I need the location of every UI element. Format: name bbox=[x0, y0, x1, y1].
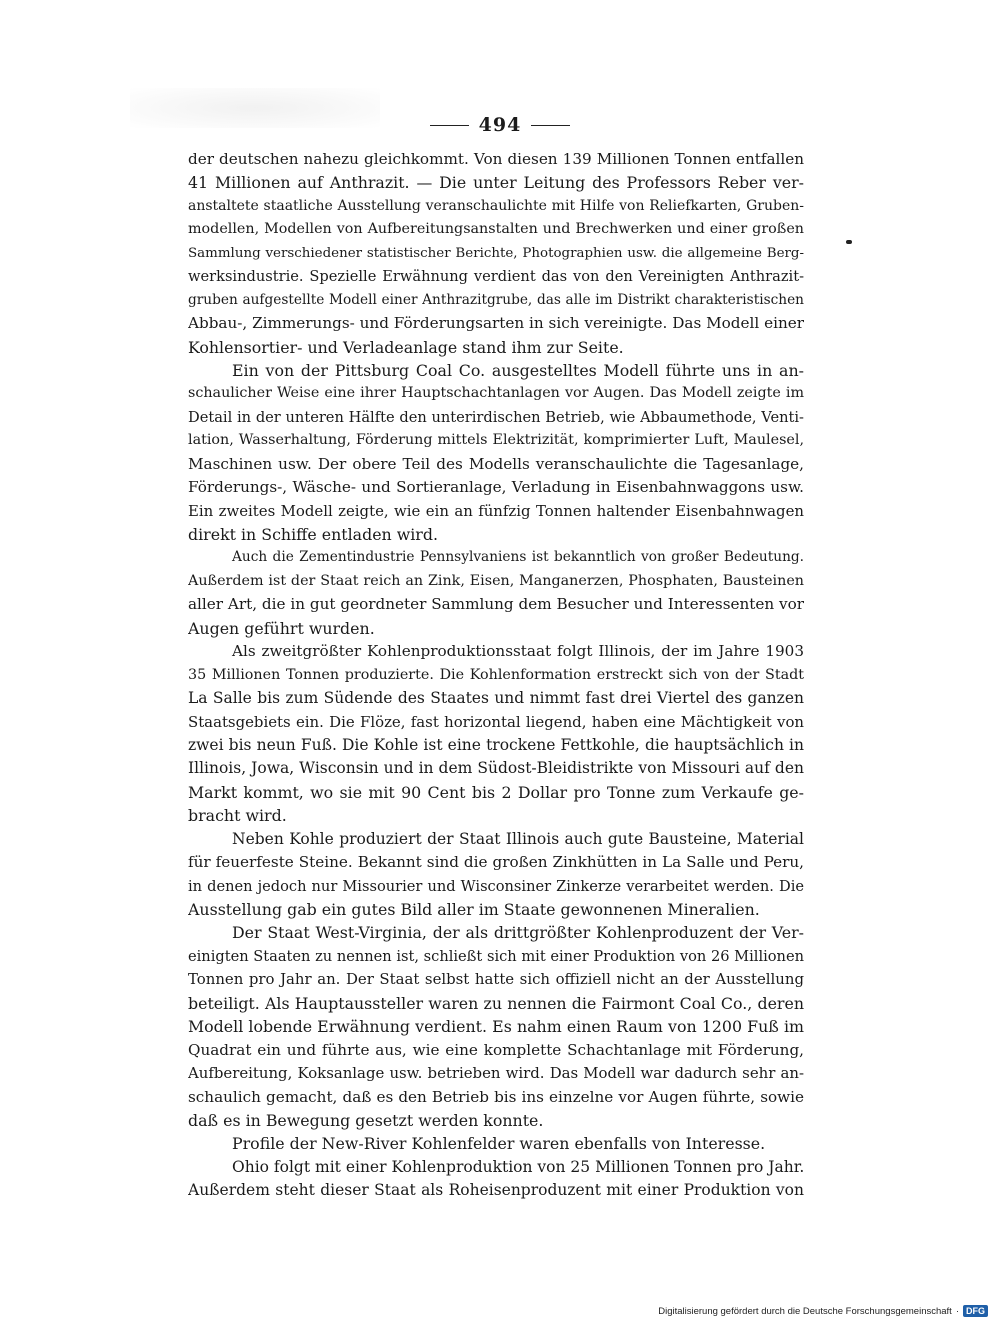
text-line: einigten Staaten zu nennen ist, schließt sich mit einer Produktion von 26 Millionen bbox=[188, 947, 804, 965]
text-line: modellen, Modellen von Aufbereitungsanstalten und Brechwerken und einer großen bbox=[188, 221, 804, 238]
text-line: Neben Kohle produziert der Staat Illinois auch gute Bausteine, Material bbox=[232, 829, 804, 848]
text-line: Auch die Zementindustrie Pennsylvaniens ist bekanntlich von großer Bedeutung. bbox=[232, 549, 804, 566]
text-line: Als zweitgrößter Kohlenproduktionsstaat folgt Illinois, der im Jahre 1903 bbox=[232, 642, 804, 661]
text-line: aller Art, die in gut geordneter Sammlung dem Besucher und Interessenten vor bbox=[188, 595, 804, 614]
text-line: bracht wird. bbox=[188, 806, 287, 826]
right-dash bbox=[531, 125, 570, 126]
text-line: Aufbereitung, Koksanlage usw. betrieben wird. Das Modell war dadurch sehr an- bbox=[188, 1064, 804, 1083]
text-line: Augen geführt wurden. bbox=[188, 618, 375, 638]
text-line: Profile der New-River Kohlenfelder waren ebenfalls von Interesse. bbox=[232, 1134, 766, 1154]
text-line: lation, Wasserhaltung, Förderung mittels Elektrizität, komprimierter Luft, Maulesel, bbox=[188, 432, 804, 449]
text-line: anstaltete staatliche Ausstellung veranschaulichte mit Hilfe von Reliefkarten, Gruben- bbox=[188, 197, 804, 214]
page-number: 494 bbox=[478, 114, 522, 136]
text-line: Illinois, Jowa, Wisconsin und in dem Südost-Bleidistrikte von Missouri auf den bbox=[188, 759, 804, 778]
text-line: daß es in Bewegung gesetzt werden konnte. bbox=[188, 1110, 544, 1130]
text-line: 41 Millionen auf Anthrazit. — Die unter Leitung des Professors Reber ver- bbox=[188, 173, 804, 193]
text-line: schaulich gemacht, daß es den Betrieb bis ins einzelne vor Augen führte, sowie bbox=[188, 1087, 804, 1106]
text-line: schaulicher Weise eine ihrer Hauptschachtanlagen vor Augen. Das Modell zeigte im bbox=[188, 385, 804, 402]
footer: Digitalisierung gefördert durch die Deutsche Forschungsgemeinschaft · DFG bbox=[658, 1305, 988, 1317]
text-line: Staatsgebiets ein. Die Flöze, fast horizontal liegend, haben eine Mächtigkeit von bbox=[188, 712, 804, 731]
text-line: Außerdem steht dieser Staat als Roheisenproduzent mit einer Produktion von bbox=[188, 1181, 804, 1200]
text-line: Ausstellung gab ein gutes Bild aller im Staate gewonnenen Mineralien. bbox=[188, 900, 760, 919]
scan-mark bbox=[846, 240, 852, 244]
text-line: zwei bis neun Fuß. Die Kohle ist eine trockene Fettkohle, die hauptsächlich in bbox=[188, 735, 804, 754]
text-line: 35 Millionen Tonnen produzierte. Die Kohlenformation erstreckt sich von der Stadt bbox=[188, 666, 804, 683]
page-header bbox=[420, 110, 580, 140]
text-line: beteiligt. Als Hauptaussteller waren zu nennen die Fairmont Coal Co., deren bbox=[188, 993, 804, 1013]
text-line: Außerdem ist der Staat reich an Zink, Eisen, Manganerzen, Phosphaten, Bausteinen bbox=[188, 572, 804, 589]
text-line: Sammlung verschiedener statistischer Berichte, Photographien usw. die allgemeine Berg- bbox=[188, 245, 804, 261]
text-line: Förderungs-, Wäsche- und Sortieranlage, Verladung in Eisenbahnwaggons usw. bbox=[188, 478, 804, 497]
text-line: für feuerfeste Steine. Bekannt sind die großen Zinkhütten in La Salle und Peru, bbox=[188, 853, 804, 872]
text-line: direkt in Schiffe entladen wird. bbox=[188, 525, 438, 544]
text-line: Kohlensortier- und Verladeanlage stand ihm zur Seite. bbox=[188, 337, 624, 357]
text-line: Maschinen usw. Der obere Teil des Modells veranschaulichte die Tagesanlage, bbox=[188, 454, 804, 473]
text-line: Ohio folgt mit einer Kohlenproduktion von 25 Millionen Tonnen pro Jahr. bbox=[232, 1157, 804, 1176]
text-line: werksindustrie. Spezielle Erwähnung verdient das von den Vereinigten Anthrazit- bbox=[188, 268, 804, 286]
body-text bbox=[188, 148, 804, 1203]
text-line: Quadrat ein und führte aus, wie eine komplette Schachtanlage mit Förderung, bbox=[188, 1040, 804, 1059]
text-line: Der Staat West-Virginia, der als drittgrößter Kohlenproduzent der Ver- bbox=[232, 923, 804, 943]
text-line: Markt kommt, wo sie mit 90 Cent bis 2 Dollar pro Tonne zum Verkaufe ge- bbox=[188, 782, 804, 802]
text-line: Ein von der Pittsburg Coal Co. ausgestelltes Modell führte uns in an- bbox=[232, 360, 804, 380]
dfg-logo: DFG bbox=[963, 1305, 988, 1317]
text-line: La Salle bis zum Südende des Staates und nimmt fast drei Viertel des ganzen bbox=[188, 689, 804, 708]
text-line: gruben aufgestellte Modell einer Anthrazitgrube, das alle im Distrikt charakteristischen bbox=[188, 291, 804, 308]
left-dash bbox=[430, 125, 469, 126]
text-line: Ein zweites Modell zeigte, wie ein an fünfzig Tonnen haltender Eisenbahnwagen bbox=[188, 501, 804, 520]
text-line: Tonnen pro Jahr an. Der Staat selbst hatte sich offiziell nicht an der Ausstellung bbox=[188, 970, 804, 989]
text-line: in denen jedoch nur Missourier und Wisconsiner Zinkerze verarbeitet werden. Die bbox=[188, 877, 804, 895]
text-line: Modell lobende Erwähnung verdient. Es nahm einen Raum von 1200 Fuß im bbox=[188, 1017, 804, 1037]
text-line: Abbau-, Zimmerungs- und Förderungsarten in sich vereinigte. Das Modell einer bbox=[188, 314, 804, 333]
text-line: der deutschen nahezu gleichkommt. Von diesen 139 Millionen Tonnen entfallen bbox=[188, 150, 804, 168]
footer-credit: Digitalisierung gefördert durch die Deutsche Forschungsgemeinschaft bbox=[658, 1305, 952, 1317]
text-line: Detail in der unteren Hälfte den unterirdischen Betrieb, wie Abbaumethode, Venti- bbox=[188, 408, 804, 426]
scan-smudge bbox=[130, 88, 380, 128]
